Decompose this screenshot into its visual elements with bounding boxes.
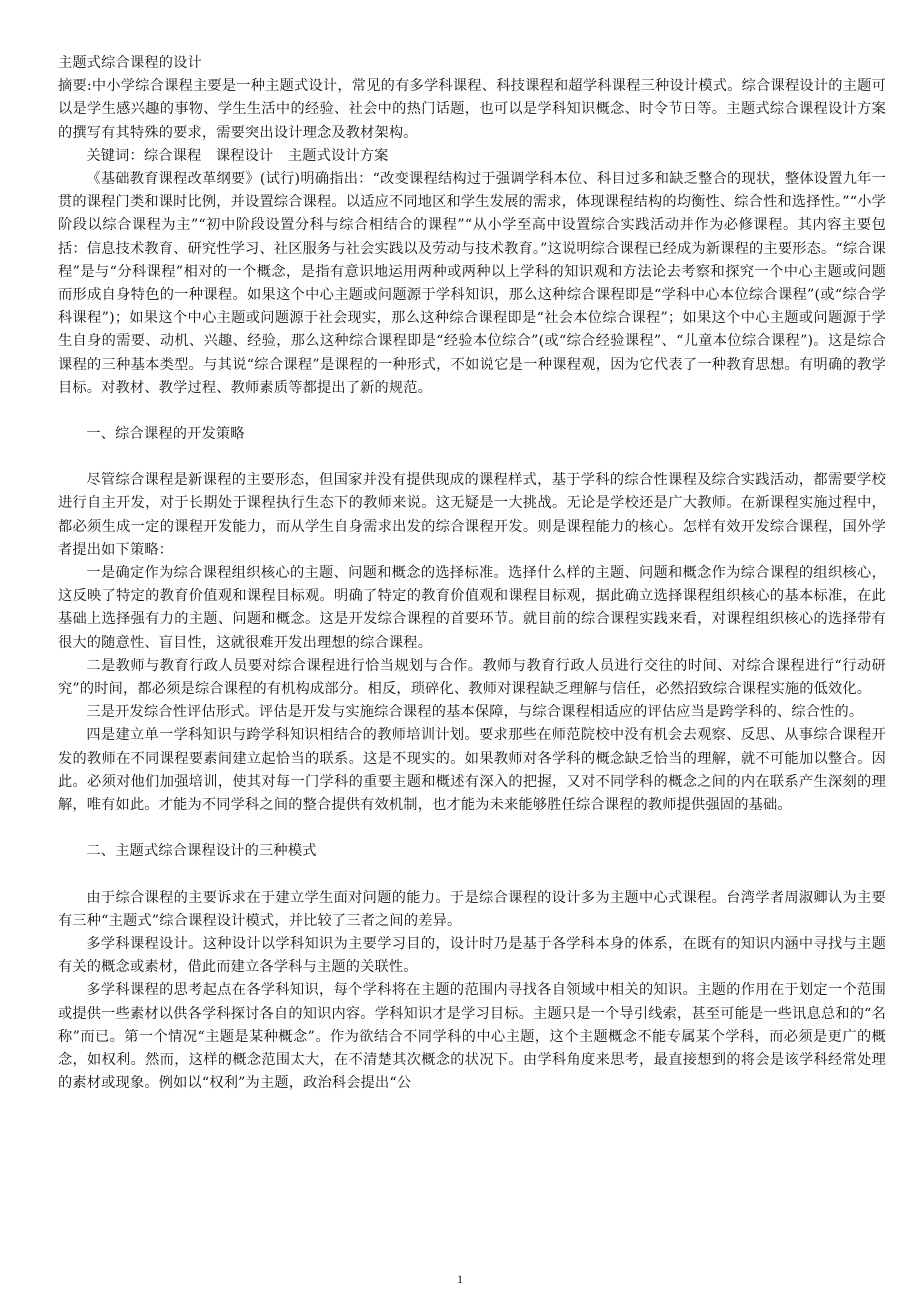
abstract-paragraph [58,75,886,145]
document-title: 主题式综合课程的设计 [58,55,202,71]
intro-paragraph: 《基础教育课程改革纲要》(试行)明确指出：“改变课程结构过于强调学科本位、科目过多和缺乏整合的现状，整体设置九年一贯的课程门类和课时比例，并设置综合课程。以适应不同地区和学生发展的需求，体现课程结构的均衡性、综合性和选择性。”“小学阶段以综合课程为主”“初中阶段设置分科与综合相结合的课程”“从小学至高中设置综合实践活动并作为必修课程。其内容主要包括：信息技术教育、研究性学习、社区服务与社会实践以及劳动与技术教育。”这说明综合课程已经成为新课程的主要形态。“综合课程”是与“分科课程”相对的一个概念，是指有意识地运用两种或两种以上学科的知识观和方法论去考察和探究一个中心主题或问题而形成自身特色的一种课程。如果这个中心主题或问题源于学科知识，那么这种综合课程即是“学科中心本位综合课程”(或“综合学科课程”)；如果这个中心主题或问题源于社会现实，那么这种综合课程即是“社会本位综合课程”；如果这个中心主题或问题源于学生自身的需要、动机、兴趣、经验，那么这种综合课程即是“经验本位综合”(或“综合经验课程”、“儿童本位综合课程”)。这是综合课程的三种基本类型。与其说“综合课程”是课程的一种形式，不如说它是一种课程观，因为它代表了一种教育思想。有明确的教学目标。对教材、教学过程、教师素质等都提出了新的规范。 [58,171,886,396]
section2-paragraph-1: 由于综合课程的主要诉求在于建立学生面对问题的能力。于是综合课程的设计多为主题中心式课程。台湾学者周淑卿认为主要有三种“主题式”综合课程设计模式，并比较了三者之间的差异。 [58,889,886,929]
section2-paragraph-3: 多学科课程的思考起点在各学科知识，每个学科将在主题的范围内寻找各自领域中相关的知识。主题的作用在于划定一个范围或提供一些素材以供各学科探讨各自的知识内容。学科知识才是学习目标。主题只是一个导引线索，甚至可能是一些讯息总和的“名称”而已。第一个情况“主题是某种概念”。作为欲结合不同学科的中心主题，这个主题概念不能专属某个学科，而必须是更广的概念，如权利。然而，这样的概念范围太大，在不清楚其次概念的状况下。由学科角度来思考，最直接想到的将会是该学科经常处理的素材或现象。例如以“权利”为主题，政治科会提出“公 [58,982,886,1092]
section-spacer [58,864,886,887]
document-page [58,52,886,1095]
page-number: 1 [457,1272,463,1286]
section1-paragraph-1: 尽管综合课程是新课程的主要形态，但国家并没有提供现成的课程样式，基于学科的综合性课程及综合实践活动，都需要学校进行自主开发，对于长期处于课程执行生态下的教师来说。这无疑是一大挑战。无论是学校还是广大教师。在新课程实施过程中，都必须生成一定的课程开发能力，而从学生自身需求出发的综合课程开发。则是课程能力的核心。怎样有效开发综合课程，国外学者提出如下策略： [58,472,886,558]
section-spacer [58,400,886,423]
section1-paragraph-3: 二是教师与教育行政人员要对综合课程进行恰当规划与合作。教师与教育行政人员进行交往的时间、对综合课程进行“行动研究”的时间，都必须是综合课程的有机构成部分。相反，琐碎化、教师对课程缺乏理解与信任，必然招致综合课程实施的低效化。 [58,657,886,698]
section-spacer [58,446,886,469]
keywords-line: 关键词：综合课程 课程设计 主题式设计方案 [86,147,389,164]
section1-paragraph-5: 四是建立单一学科知识与跨学科知识相结合的教师培训计划。要求那些在师范院校中没有机会去观察、反思、从事综合课程开发的教师在不同课程要素间建立起恰当的联系。这是不现实的。如果教师对各学科的概念缺乏恰当的理解，就不可能加以整合。因此。必须对他们加强培训，使其对每一门学科的重要主题和概述有深入的把握，又对不同学科的概念之间的内在联系产生深刻的理解，唯有如此。才能为不同学科之间的整合提供有效机制，也才能为未来能够胜任综合课程的教师提供强固的基础。 [58,727,886,814]
section1-heading: 一、综合课程的开发策略 [86,426,245,443]
abstract-label: 摘要: [58,78,92,95]
section1-paragraph-2: 一是确定作为综合课程组织核心的主题、问题和概念的选择标准。选择什么样的主题、问题和概念作为综合课程的组织核心，这反映了特定的教育价值观和课程目标观。明确了特定的教育价值观和课程目标观，据此确立选择课程组织核心的基本标准，在此基础上选择强有力的主题、问题和概念。这是开发综合课程的首要环节。就目前的综合课程实践来看，对课程组织核心的选择带有很大的随意性、盲目性，这就很难开发出理想的综合课程。 [58,565,886,651]
section-spacer [58,817,886,840]
section1-paragraph-4: 三是开发综合性评估形式。评估是开发与实施综合课程的基本保障，与综合课程相适应的评估应当是跨学科的、综合性的。 [86,704,864,721]
abstract-text: 中小学综合课程主要是一种主题式设计，常见的有多学科课程、科技课程和超学科课程三种设计模式。综合课程设计的主题可以是学生感兴趣的事物、学生生活中的经验、社会中的热门话题，也可以是学科知识概念、时令节日等。主题式综合课程设计方案的撰写有其特殊的要求，需要突出设计理念及教材架构。 [58,78,886,141]
section2-paragraph-2: 多学科课程设计。这种设计以学科知识为主要学习目的，设计时乃是基于各学科本身的体系，在既有的知识内涵中寻找与主题有关的概念或素材，借此而建立各学科与主题的关联性。 [58,935,886,976]
section2-heading: 二、主题式综合课程设计的三种模式 [86,843,317,860]
